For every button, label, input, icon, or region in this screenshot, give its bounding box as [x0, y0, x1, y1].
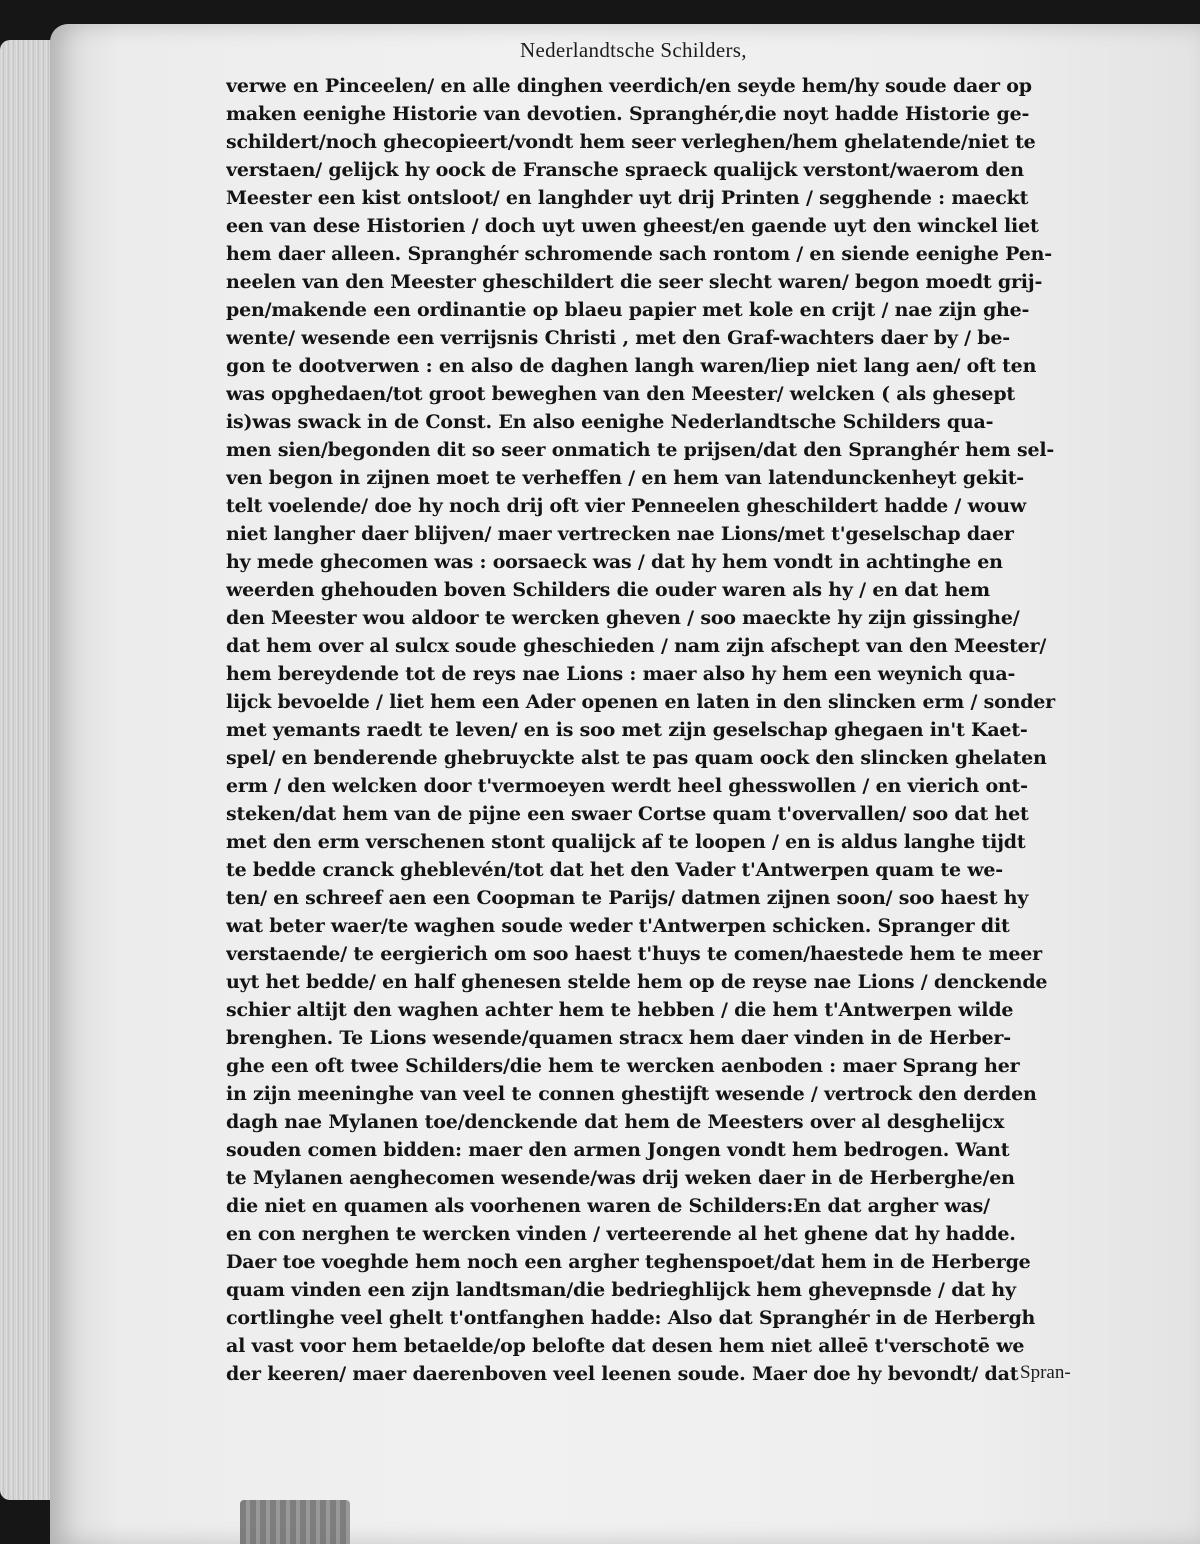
text-line: spel/ en benderende ghebruyckte alst te pas quam oock den slincken ghelaten [226, 747, 1047, 769]
text-line: hy mede ghecomen was : oorsaeck was / dat hy hem vondt in achtinghe en [226, 551, 1003, 573]
text-line: souden comen bidden: maer den armen Jongen vondt hem bedrogen. Want [226, 1139, 1010, 1161]
body-text [226, 72, 1126, 1388]
text-line: uyt het bedde/ en half ghenesen stelde hem op de reyse nae Lions / denckende [226, 971, 1048, 993]
text-line: dat hem over al sulcx soude gheschieden / nam zijn afschept van den Meester/ [226, 635, 1047, 657]
text-line: en con nerghen te wercken vinden / verteerende al het ghene dat hy hadde. [226, 1223, 1016, 1245]
text-line: wente/ wesende een verrijsnis Christi , met den Graf-wachters daer by / be- [226, 327, 1010, 349]
text-line: telt voelende/ doe hy noch drij oft vier Penneelen gheschildert hadde / wouw [226, 495, 1026, 517]
text-line: te Mylanen aenghecomen wesende/was drij weken daer in de Herberghe/en [226, 1167, 1015, 1189]
text-line: maken eenighe Historie van devotien. Spranghér,die noyt hadde Historie ge- [226, 103, 1030, 125]
text-line: was opghedaen/tot groot beweghen van den Meester/ welcken ( als ghesept [226, 383, 1015, 405]
text-line: verstaen/ gelijck hy oock de Fransche spraeck qualijck verstont/waerom den [226, 159, 1024, 181]
text-line: schier altijt den waghen achter hem te hebben / die hem t'Antwerpen wilde [226, 999, 1014, 1021]
text-line: met yemants raedt te leven/ en is soo met zijn geselschap ghegaen in't Kaet- [226, 719, 1028, 741]
text-line: te bedde cranck gheblevén/tot dat het den Vader t'Antwerpen quam te we- [226, 859, 1003, 881]
text-line: hem bereydende tot de reys nae Lions : maer also hy hem een weynich qua- [226, 663, 1016, 685]
text-line: niet langher daer blijven/ maer vertrecken nae Lions/met t'geselschap daer [226, 523, 1014, 545]
text-line: is)was swack in de Const. En also eenighe Nederlandtsche Schilders qua- [226, 411, 994, 433]
text-line: men sien/begonden dit so seer onmatich te prijsen/dat den Spranghér hem sel- [226, 439, 1055, 461]
text-line: Daer toe voeghde hem noch een argher teghenspoet/dat hem in de Herberge [226, 1251, 1031, 1273]
text-line: cortlinghe veel ghelt t'ontfanghen hadde: Also dat Spranghér in de Herbergh [226, 1307, 1036, 1329]
text-line: ven begon in zijnen moet te verheffen / en hem van latendunckenheyt gekit- [226, 467, 1024, 489]
text-line: verwe en Pinceelen/ en alle dinghen veerdich/en seyde hem/hy soude daer op [226, 75, 1032, 97]
text-line: in zijn meeninghe van veel te connen ghestijft wesende / vertrock den derden [226, 1083, 1037, 1105]
text-line: gon te dootverwen : en also de daghen langh waren/liep niet lang aen/ oft ten [226, 355, 1037, 377]
text-line: met den erm verschenen stont qualijck af te loopen / en is aldus langhe tijdt [226, 831, 1026, 853]
text-line: erm / den welcken door t'vermoeyen werdt heel ghesswollen / en vierich ont- [226, 775, 1028, 797]
text-line: brenghen. Te Lions wesende/quamen stracx hem daer vinden in de Herber- [226, 1027, 1011, 1049]
text-line: een van dese Historien / doch uyt uwen gheest/en gaende uyt den winckel liet [226, 215, 1039, 237]
text-line: ghe een oft twee Schilders/die hem te wercken aenboden : maer Sprang her [226, 1055, 1020, 1077]
text-line: pen/makende een ordinantie op blaeu papier met kole en crijt / nae zijn ghe- [226, 299, 1030, 321]
text-line: die niet en quamen als voorhenen waren de Schilders:En dat argher was/ [226, 1195, 990, 1217]
text-line: Meester een kist ontsloot/ en langhder uyt drij Printen / segghende : maeckt [226, 187, 1029, 209]
text-line: hem daer alleen. Spranghér schromende sach rontom / en siende eenighe Pen- [226, 243, 1052, 265]
text-line: weerden ghehouden boven Schilders die ouder waren als hy / en dat hem [226, 579, 990, 601]
text-line: wat beter waer/te waghen soude weder t'Antwerpen schicken. Spranger dit [226, 915, 1010, 937]
text-line: der keeren/ maer daerenboven veel leenen soude. Maer doe hy bevondt/ dat [226, 1363, 1019, 1385]
text-line: schildert/noch ghecopieert/vondt hem seer verleghen/hem ghelatende/niet te [226, 131, 1036, 153]
text-line: ten/ en schreef aen een Coopman te Parijs/ datmen zijnen soon/ soo haest hy [226, 887, 1029, 909]
text-line: lijck bevoelde / liet hem een Ader openen en laten in den slincken erm / sonder [226, 691, 1055, 713]
text-line: steken/dat hem van de pijne een swaer Cortse quam t'overvallen/ soo dat het [226, 803, 1029, 825]
text-line: dagh nae Mylanen toe/denckende dat hem de Meesters over al desghelijcx [226, 1111, 1005, 1133]
text-line: quam vinden een zijn landtsman/die bedrieghlijck hem ghevepnsde / dat hy [226, 1279, 1016, 1301]
text-line: neelen van den Meester gheschildert die seer slecht waren/ begon moedt grij- [226, 271, 1043, 293]
bookmark-ribbon [240, 1500, 350, 1544]
text-line: den Meester wou aldoor te wercken gheven / soo maeckte hy zijn gissinghe/ [226, 607, 1020, 629]
text-line: verstaende/ te eergierich om soo haest t'huys te comen/haestede hem te meer [226, 943, 1042, 965]
text-line: al vast voor hem betaelde/op belofte dat desen hem niet alleē t'verschotē we [226, 1335, 1025, 1357]
running-title: Nederlandtsche Schilders, [520, 38, 747, 62]
catchword: Spran- [1020, 1362, 1071, 1383]
